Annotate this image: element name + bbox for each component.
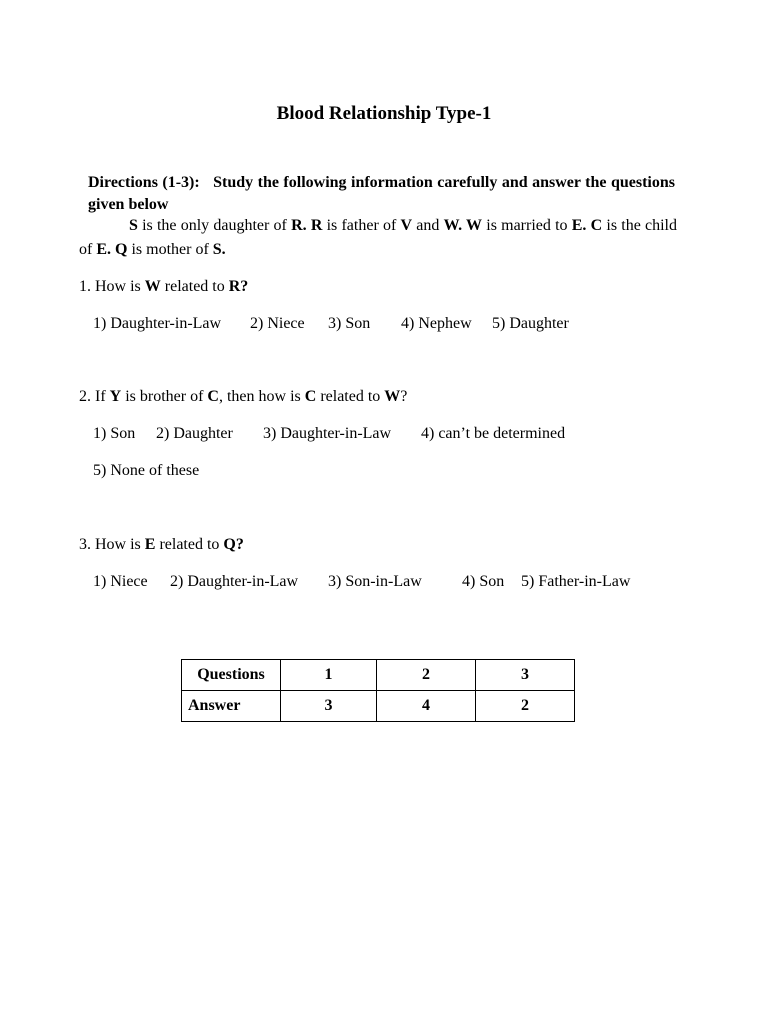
- question-text: ?: [400, 388, 408, 405]
- question-bold: C: [304, 388, 317, 405]
- question-text: If: [91, 388, 110, 405]
- information-paragraph: [79, 214, 677, 262]
- option: 1) Daughter-in-Law: [93, 315, 222, 332]
- table-cell: 3: [476, 660, 575, 691]
- question-3: [79, 536, 244, 554]
- option: 4) Nephew: [401, 315, 472, 332]
- question-bold: C: [207, 388, 219, 405]
- info-text: is father of: [322, 217, 401, 234]
- option: 3) Son: [328, 315, 371, 332]
- question-text: , then how is: [218, 388, 305, 405]
- question-text: How is: [91, 536, 145, 553]
- table-cell: Questions: [182, 660, 281, 691]
- question-1-options: [93, 315, 569, 333]
- option: 4) Son: [462, 573, 505, 590]
- option: 1) Son: [93, 425, 136, 442]
- table-cell: 4: [377, 691, 476, 722]
- question-2-options: [93, 425, 565, 443]
- question-2-options-continued: [93, 462, 199, 480]
- info-text: is the only daughter of: [137, 217, 292, 234]
- question-number: 3.: [79, 536, 91, 553]
- directions: [88, 172, 675, 216]
- info-text: is mother of: [127, 241, 213, 258]
- question-text: related to: [316, 388, 385, 405]
- table-cell: 1: [281, 660, 377, 691]
- table-row: [182, 691, 575, 722]
- option: 3) Daughter-in-Law: [263, 425, 392, 442]
- option: 4) can’t be determined: [421, 425, 566, 442]
- option: 2) Daughter-in-Law: [170, 573, 299, 590]
- info-bold: E. Q: [96, 241, 128, 258]
- answer-table: [181, 659, 575, 722]
- table-row: [182, 660, 575, 691]
- question-1: [79, 278, 248, 296]
- table-cell: 2: [377, 660, 476, 691]
- info-bold: V: [400, 217, 413, 234]
- question-number: 2.: [79, 388, 91, 405]
- info-bold: E. C: [571, 217, 603, 234]
- info-bold: S.: [212, 241, 226, 258]
- page-title: Blood Relationship Type-1: [276, 103, 492, 124]
- question-bold: R?: [228, 278, 249, 295]
- question-text: is brother of: [121, 388, 208, 405]
- info-text: and: [412, 217, 444, 234]
- question-bold: E: [144, 536, 156, 553]
- directions-text: Study the following information carefully and answer the questions given below: [88, 174, 676, 213]
- directions-label: Directions (1-3):: [88, 174, 200, 191]
- option: 5) Daughter: [492, 315, 569, 332]
- question-text: related to: [155, 536, 224, 553]
- question-text: related to: [160, 278, 229, 295]
- table-cell: 3: [281, 691, 377, 722]
- question-text: How is: [91, 278, 145, 295]
- table-cell: 2: [476, 691, 575, 722]
- option: 5) Father-in-Law: [521, 573, 631, 590]
- question-2: [79, 388, 407, 406]
- info-text: is married to: [482, 217, 572, 234]
- option: 2) Daughter: [156, 425, 233, 442]
- question-bold: W: [144, 278, 161, 295]
- table-cell: Answer: [182, 691, 281, 722]
- info-bold: S: [129, 217, 138, 234]
- info-bold: W. W: [443, 217, 483, 234]
- question-bold: Q?: [223, 536, 244, 553]
- option: 2) Niece: [250, 315, 305, 332]
- option: 1) Niece: [93, 573, 148, 590]
- option: 3) Son-in-Law: [328, 573, 422, 590]
- question-bold: Y: [109, 388, 122, 405]
- option: 5) None of these: [93, 462, 200, 479]
- question-bold: W: [384, 388, 401, 405]
- question-number: 1.: [79, 278, 91, 295]
- question-3-options: [93, 573, 630, 591]
- info-bold: R. R: [291, 217, 323, 234]
- info-text: is the child of: [79, 217, 678, 258]
